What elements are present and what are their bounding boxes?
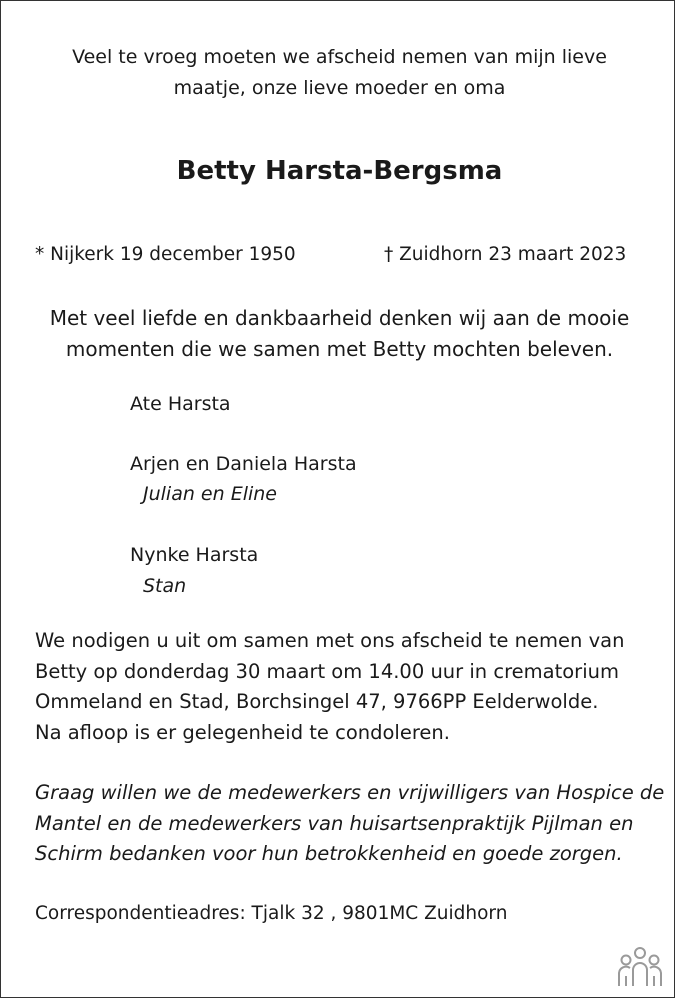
- death-date: † Zuidhorn 23 maart 2023: [384, 244, 627, 265]
- deceased-name: Betty Harsta-Bergsma: [176, 156, 503, 186]
- tribute-line-2: momenten die we samen met Betty mochten beleven.: [65, 337, 614, 361]
- family-spouse: Ate Harsta: [130, 393, 231, 415]
- family-people-icon: [616, 946, 664, 988]
- intro-text: [1, 42, 677, 104]
- invitation-line: We nodigen u uit om samen met ons afscheid te nemen van: [35, 629, 625, 652]
- tribute-text: [1, 303, 677, 365]
- tribute-line-1: Met veel liefde en dankbaarheid denken wij aan de mooie: [49, 306, 630, 330]
- correspondence-address: Correspondentieadres: Tjalk 32 , 9801MC Zuidhorn: [35, 903, 508, 924]
- invitation-line: Betty op donderdag 30 maart om 14.00 uur in crematorium: [35, 659, 619, 683]
- family-grandchildren-1: Julian en Eline: [143, 483, 277, 505]
- invitation-line: Ommeland en Stad, Borchsingel 47, 9766PP Eelderwolde.: [35, 690, 599, 713]
- intro-line-1: Veel te vroeg moeten we afscheid nemen van mijn lieve: [72, 46, 607, 68]
- invitation-line: Na afloop is er gelegenheid te condoleren.: [35, 720, 450, 744]
- invitation-text: [35, 626, 624, 748]
- intro-line-2: maatje, onze lieve moeder en oma: [173, 77, 506, 99]
- family-grandchildren-2: Stan: [143, 575, 187, 597]
- thanks-line: Schirm bedanken voor hun betrokkenheid en goede zorgen.: [35, 842, 623, 865]
- family-child-2: Nynke Harsta: [130, 544, 259, 566]
- birth-date: * Nijkerk 19 december 1950: [35, 244, 296, 265]
- thanks-line: Graag willen we de medewerkers en vrijwilligers van Hospice de: [35, 781, 665, 804]
- thanks-text: [35, 778, 664, 870]
- family-child-1: Arjen en Daniela Harsta: [130, 453, 357, 475]
- thanks-line: Mantel en de medewerkers van huisartsenpraktijk Pijlman en: [35, 811, 634, 835]
